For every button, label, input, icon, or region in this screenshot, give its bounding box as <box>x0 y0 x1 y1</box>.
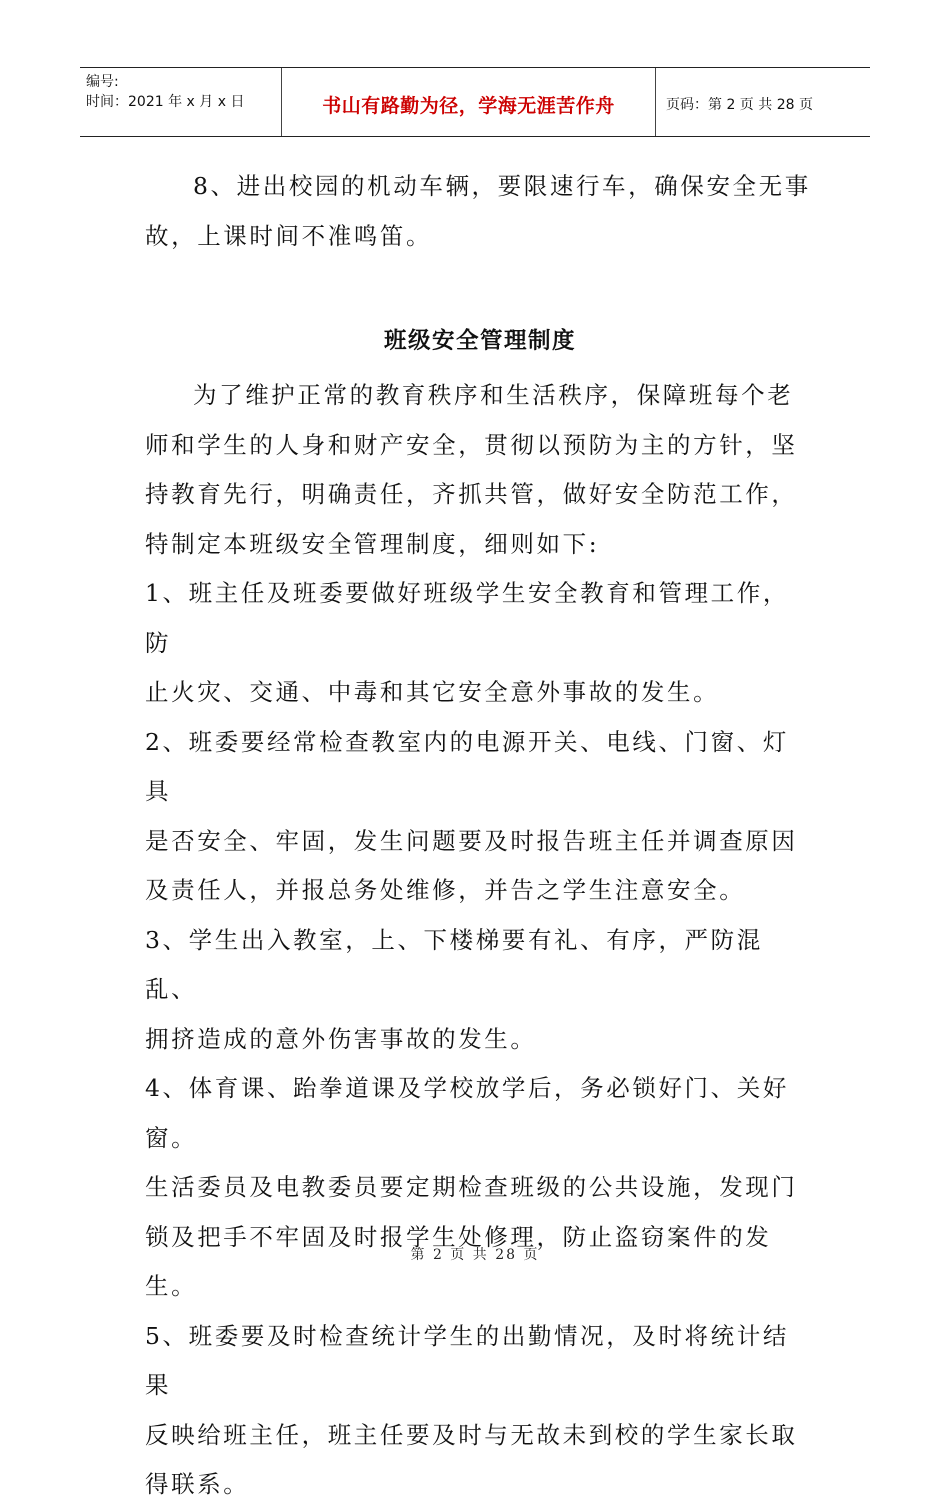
rule-item-4-line: 锁及把手不牢固及时报学生处修理，防止盗窃案件的发生。 <box>145 1222 772 1300</box>
section-spacer <box>145 261 815 311</box>
rule-item-2-line: 及责任人，并报总务处维修，并告之学生注意安全。 <box>145 876 746 904</box>
page-header <box>80 67 870 137</box>
rule-item-1-line: 1、班主任及班委要做好班级学生安全教育和管理工作，防 <box>145 579 789 657</box>
body-line: 特制定本班级安全管理制度，细则如下: <box>145 529 600 558</box>
rule-item-5-line: 5、班委要及时检查统计学生的出勤情况，及时将统计结果 <box>145 1321 789 1399</box>
body-line: 故，上课时间不准鸣笛。 <box>145 221 433 250</box>
header-motto: 书山有路勤为径，学海无涯苦作舟 <box>322 94 615 117</box>
document-number-label: 编号: <box>86 74 119 90</box>
header-page-info: 页码：第 2 页 共 28 页 <box>666 97 813 113</box>
page-footer: 第 2 页 共 28 页 <box>410 1247 540 1263</box>
rule-item-5-line: 得联系。 <box>145 1470 250 1498</box>
rule-item-1-line: 止火灾、交通、中毒和其它安全意外事故的发生。 <box>145 678 720 706</box>
section-title: 班级安全管理制度 <box>383 328 576 354</box>
document-body <box>145 162 815 1510</box>
body-line: 为了维护正常的教育秩序和生活秩序，保障班每个老 <box>193 381 794 409</box>
rule-item-3-line: 拥挤造成的意外伤害事故的发生。 <box>145 1024 537 1053</box>
header-motto-cell <box>282 68 656 136</box>
header-meta <box>80 68 282 136</box>
rule-item-4-line: 4、体育课、跆拳道课及学校放学后，务必锁好门、关好窗。 <box>145 1074 789 1152</box>
rule-item-5-line: 反映给班主任，班主任要及时与无故未到校的学生家长取 <box>145 1420 798 1449</box>
body-line: 师和学生的人身和财产安全，贯彻以预防为主的方针，坚 <box>145 430 798 459</box>
rule-item-4-line: 生活委员及电教委员要定期检查班级的公共设施，发现门 <box>145 1173 798 1201</box>
body-line: 持教育先行，明确责任，齐抓共管，做好安全防范工作， <box>145 480 798 508</box>
body-line: 8、进出校园的机动车辆，要限速行车，确保安全无事 <box>193 172 811 200</box>
rule-item-2-line: 是否安全、牢固，发生问题要及时报告班主任并调查原因 <box>145 826 798 855</box>
rule-item-3-line: 3、学生出入教室，上、下楼梯要有礼、有序，严防混乱、 <box>145 925 763 1003</box>
document-date: 时间：2021 年 x 月 x 日 <box>86 94 245 110</box>
rule-item-2-line: 2、班委要经常检查教室内的电源开关、电线、门窗、灯具 <box>145 727 789 805</box>
